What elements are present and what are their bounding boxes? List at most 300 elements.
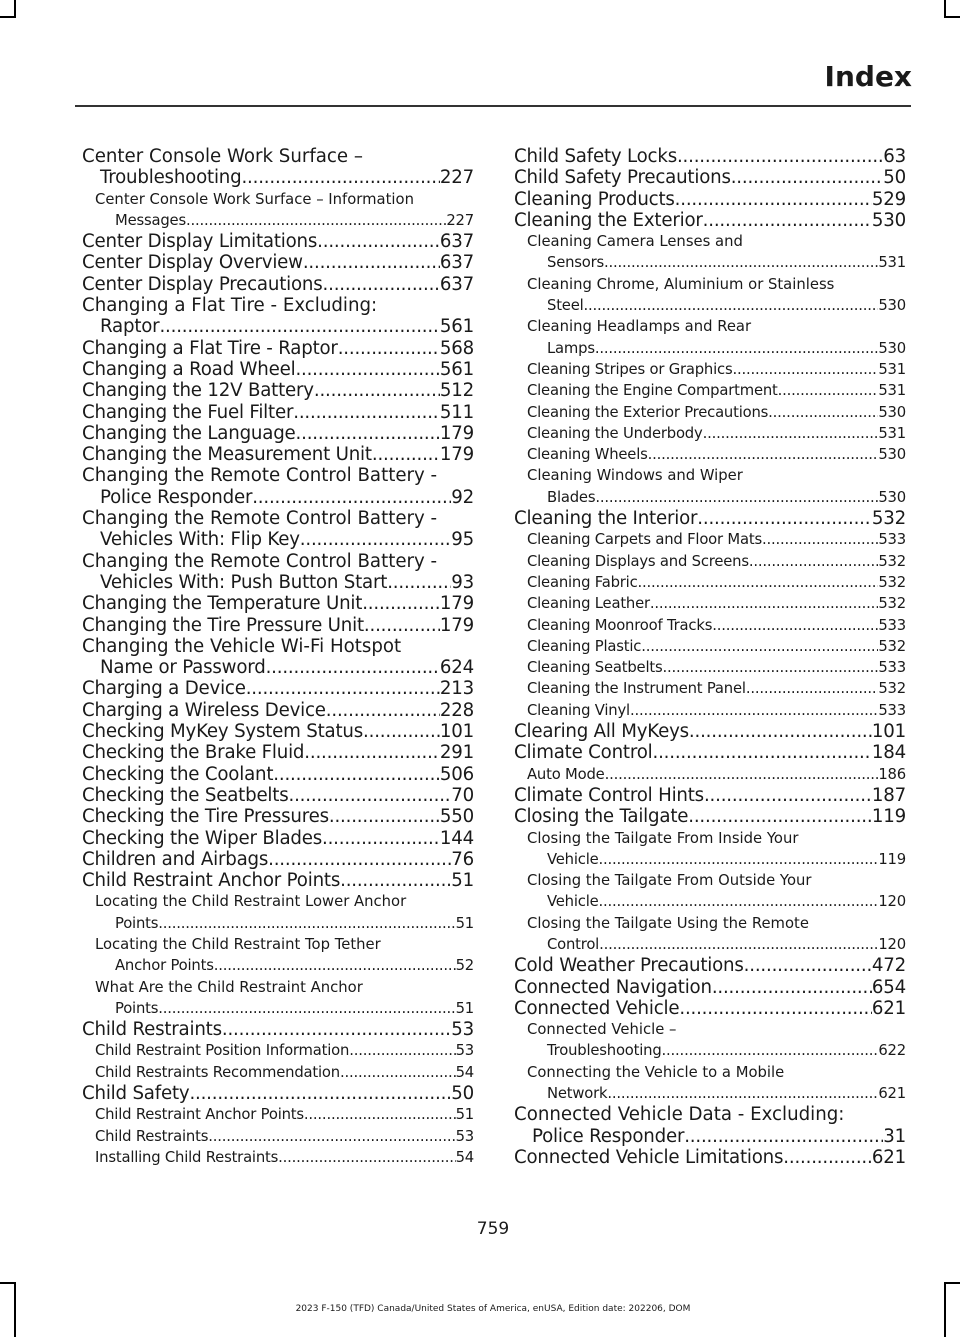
entry-title: Cleaning Stripes or Graphics: [527, 360, 733, 378]
dot-leader: [387, 572, 451, 593]
dot-leader: [744, 955, 872, 976]
crop-mark: [944, 1282, 960, 1284]
dot-leader: [599, 934, 878, 955]
page-reference: 621: [871, 997, 906, 1019]
index-subentry: [514, 402, 906, 423]
dot-leader: [300, 529, 451, 550]
index-entry: [82, 1019, 474, 1040]
page-reference: 50: [451, 1083, 474, 1105]
entry-title: Lamps: [547, 339, 595, 357]
entry-title: Cold Weather Precautions: [514, 955, 744, 977]
page-reference: 93: [451, 571, 474, 593]
entry-title: Cleaning Products: [514, 188, 675, 210]
entry-title: Changing the 12V Battery: [82, 380, 314, 402]
page-number: 759: [476, 1219, 510, 1239]
dot-leader: [340, 1062, 456, 1083]
dot-leader: [241, 167, 439, 188]
entry-title: Steel: [547, 297, 584, 315]
entry-title: Climate Control Hints: [514, 784, 704, 806]
index-entry: [514, 189, 906, 210]
index-subentry: [514, 316, 906, 359]
page-reference: 529: [871, 188, 906, 210]
dot-leader: [295, 359, 439, 380]
entry-title: Changing the Measurement Unit: [82, 444, 372, 466]
entry-title: Closing the Tailgate: [514, 806, 689, 828]
entry-title: Child Restraint Anchor Points: [95, 1106, 304, 1124]
page-reference: 532: [878, 680, 906, 698]
page-reference: 637: [439, 273, 474, 295]
dot-leader: [266, 657, 440, 678]
entry-title: Connected Navigation: [514, 976, 712, 998]
dot-leader: [186, 210, 446, 231]
index-entry: [82, 764, 474, 785]
index-subentry: [82, 977, 474, 1020]
index-subentry: [514, 636, 906, 657]
entry-title: Cleaning Carpets and Floor Mats: [527, 531, 762, 549]
dot-leader: [689, 721, 872, 742]
dot-leader: [607, 1083, 878, 1104]
entry-title: Auto Mode: [527, 765, 605, 783]
index-entry: [82, 806, 474, 827]
dot-leader: [704, 785, 872, 806]
entry-title: Cleaning the Engine Compartment: [527, 382, 778, 400]
index-entry: [82, 295, 474, 338]
page-reference: 179: [439, 614, 474, 636]
entry-title: Cleaning Vinyl: [527, 701, 630, 719]
entry-title: Cleaning Fabric: [527, 573, 638, 591]
entry-title: Child Restraints Recommendation: [95, 1063, 340, 1081]
entry-title: Climate Control: [514, 742, 653, 764]
index-subentry: [82, 934, 474, 977]
dot-leader: [364, 615, 440, 636]
index-entry: [82, 1083, 474, 1104]
index-subentry: [514, 551, 906, 572]
entry-title: Checking MyKey System Status: [82, 721, 364, 743]
dot-leader: [599, 849, 879, 870]
index-entry: [82, 274, 474, 295]
index-subentry: [82, 1147, 474, 1168]
crop-mark: [0, 16, 16, 18]
dot-leader: [362, 593, 440, 614]
page-reference: 70: [451, 784, 474, 806]
dot-leader: [584, 295, 879, 316]
index-subentry: [514, 615, 906, 636]
entry-title: Connected Vehicle Data - Excluding:: [514, 1104, 845, 1126]
entry-title: Locating the Child Restraint Top Tether: [95, 935, 381, 953]
index-subentry: [82, 1126, 474, 1147]
dot-leader: [662, 1040, 879, 1061]
dot-leader: [650, 593, 878, 614]
entry-title: Cleaning Plastic: [527, 637, 642, 655]
dot-leader: [731, 167, 884, 188]
index-column-right: [514, 146, 906, 1168]
page-reference: 228: [439, 699, 474, 721]
entry-title: Center Display Limitations: [82, 231, 318, 253]
index-subentry: [514, 1019, 906, 1062]
page-reference: 622: [878, 1042, 906, 1060]
page-reference: 52: [455, 957, 474, 975]
index-entry: [82, 423, 474, 444]
dot-leader: [208, 1126, 455, 1147]
page-reference: 621: [871, 1146, 906, 1168]
page-reference: 511: [439, 401, 474, 423]
entry-title: Connected Vehicle Limitations: [514, 1146, 784, 1168]
index-entry: [82, 508, 474, 551]
entry-title: Closing the Tailgate From Inside Your: [527, 829, 799, 847]
index-subentry: [514, 700, 906, 721]
entry-title: Checking the Seatbelts: [82, 784, 289, 806]
entry-title: Center Display Overview: [82, 252, 303, 274]
index-entry: [82, 252, 474, 273]
entry-title: Name or Password: [100, 657, 266, 679]
index-entry: [82, 146, 474, 189]
page-reference: 54: [455, 1148, 474, 1166]
index-entry: [82, 593, 474, 614]
entry-title: Cleaning Windows and Wiper: [527, 467, 743, 485]
index-subentry: [514, 231, 906, 274]
dot-leader: [749, 551, 878, 572]
page-reference: 561: [439, 358, 474, 380]
page-reference: 532: [878, 637, 906, 655]
page-reference: 92: [451, 486, 474, 508]
dot-leader: [648, 444, 879, 465]
entry-title: Changing the Vehicle Wi-Fi Hotspot: [82, 635, 402, 657]
crop-mark: [0, 1282, 16, 1284]
entry-title: Changing the Remote Control Battery -: [82, 465, 438, 487]
entry-title: Changing the Tire Pressure Unit: [82, 614, 364, 636]
dot-leader: [340, 870, 451, 891]
index-entry: [514, 1104, 906, 1147]
index-subentry: [82, 891, 474, 934]
entry-title: Checking the Brake Fluid: [82, 742, 305, 764]
entry-title: Changing a Flat Tire - Raptor: [82, 337, 338, 359]
page-reference: 184: [871, 742, 906, 764]
dot-leader: [599, 891, 879, 912]
index-entry: [82, 742, 474, 763]
index-subentry: [514, 828, 906, 871]
edition-footer: 2023 F-150 (TFD) Canada/United States of America, enUSA, Edition date: 202206, DOM: [295, 1304, 691, 1314]
page-reference: 530: [878, 488, 906, 506]
index-subentry: [514, 359, 906, 380]
dot-leader: [317, 231, 440, 252]
entry-title: Center Display Precautions: [82, 273, 323, 295]
page-reference: 213: [439, 678, 474, 700]
page-reference: 531: [878, 382, 906, 400]
page-reference: 532: [878, 552, 906, 570]
page-reference: 531: [878, 254, 906, 272]
index-entry: [82, 615, 474, 636]
entry-title: Checking the Tire Pressures: [82, 806, 329, 828]
page-reference: 186: [878, 765, 906, 783]
dot-leader: [246, 678, 440, 699]
entry-title: Points: [115, 999, 159, 1017]
index-entry: [82, 231, 474, 252]
dot-leader: [322, 828, 440, 849]
dot-leader: [158, 998, 455, 1019]
dot-leader: [641, 636, 878, 657]
page-reference: 530: [878, 339, 906, 357]
index-subentry: [514, 423, 906, 444]
page-reference: 472: [871, 955, 906, 977]
dot-leader: [712, 977, 872, 998]
index-subentry: [82, 1062, 474, 1083]
entry-title: Child Restraint Anchor Points: [82, 870, 341, 892]
page-reference: 530: [878, 297, 906, 315]
page-reference: 179: [439, 593, 474, 615]
dot-leader: [278, 1147, 455, 1168]
page-reference: 531: [878, 424, 906, 442]
entry-title: Changing the Temperature Unit: [82, 593, 363, 615]
page-reference: 550: [439, 806, 474, 828]
dot-leader: [323, 274, 440, 295]
dot-leader: [314, 380, 440, 401]
page-reference: 531: [878, 360, 906, 378]
entry-title: Cleaning the Interior: [514, 508, 698, 530]
header-divider: [75, 105, 911, 107]
dot-leader: [762, 529, 878, 550]
entry-title: Changing the Fuel Filter: [82, 401, 294, 423]
entry-title: Installing Child Restraints: [95, 1148, 279, 1166]
index-entry: [82, 636, 474, 679]
dot-leader: [703, 423, 879, 444]
dot-leader: [214, 955, 456, 976]
page-reference: 530: [871, 209, 906, 231]
page-reference: 120: [878, 893, 906, 911]
index-column-left: [82, 146, 474, 1168]
dot-leader: [712, 615, 878, 636]
entry-title: Cleaning Headlamps and Rear: [527, 318, 752, 336]
dot-leader: [329, 806, 440, 827]
index-subentry: [514, 380, 906, 401]
entry-title: Children and Airbags: [82, 848, 269, 870]
dot-leader: [595, 338, 879, 359]
entry-title: Child Restraint Position Information: [95, 1042, 350, 1060]
entry-title: Messages: [115, 211, 186, 229]
index-entry: [514, 721, 906, 742]
entry-title: Changing the Remote Control Battery -: [82, 550, 438, 572]
entry-title: Cleaning Leather: [527, 595, 650, 613]
index-entry: [514, 146, 906, 167]
page-reference: 51: [451, 870, 474, 892]
dot-leader: [304, 742, 440, 763]
entry-title: Cleaning the Instrument Panel: [527, 680, 746, 698]
index-subentry: [514, 657, 906, 678]
entry-title: Changing the Remote Control Battery -: [82, 508, 438, 530]
page-reference: 637: [439, 252, 474, 274]
page-reference: 533: [878, 616, 906, 634]
entry-title: Center Console Work Surface –: [82, 146, 363, 167]
dot-leader: [783, 1147, 872, 1168]
index-entry: [82, 444, 474, 465]
entry-title: Checking the Wiper Blades: [82, 827, 322, 849]
entry-title: Control: [547, 935, 600, 953]
dot-leader: [159, 316, 439, 337]
dot-leader: [363, 721, 440, 742]
dot-leader: [189, 1083, 451, 1104]
dot-leader: [303, 252, 440, 273]
page-reference: 227: [446, 211, 474, 229]
index-entry: [514, 806, 906, 827]
index-entry: [514, 977, 906, 998]
dot-leader: [293, 402, 440, 423]
page-reference: 532: [878, 595, 906, 613]
dot-leader: [372, 444, 440, 465]
dot-leader: [703, 210, 872, 231]
index-subentry: [514, 764, 906, 785]
crop-mark: [944, 16, 960, 18]
dot-leader: [679, 998, 872, 1019]
index-entry: [82, 465, 474, 508]
dot-leader: [684, 1126, 883, 1147]
page-reference: 101: [439, 721, 474, 743]
entry-title: Charging a Wireless Device: [82, 699, 326, 721]
index-entry: [82, 678, 474, 699]
entry-title: Closing the Tailgate From Outside Your: [527, 872, 812, 890]
index-entry: [82, 359, 474, 380]
page-reference: 621: [878, 1085, 906, 1103]
index-entry: [514, 955, 906, 976]
dot-leader: [732, 359, 878, 380]
entry-title: Troubleshooting: [100, 167, 242, 189]
page-reference: 63: [883, 146, 906, 167]
dot-leader: [222, 1019, 451, 1040]
index-entry: [514, 1147, 906, 1168]
page-reference: 101: [871, 721, 906, 743]
entry-title: Police Responder: [532, 1125, 685, 1147]
entry-title: Vehicle: [547, 850, 599, 868]
page-reference: 51: [455, 999, 474, 1017]
entry-title: Anchor Points: [115, 957, 214, 975]
entry-title: Connected Vehicle –: [527, 1021, 677, 1039]
entry-title: Cleaning Moonroof Tracks: [527, 616, 713, 634]
page-reference: 568: [439, 337, 474, 359]
entry-title: What Are the Child Restraint Anchor: [95, 978, 363, 996]
entry-title: Vehicle: [547, 893, 599, 911]
dot-leader: [746, 678, 879, 699]
index-entry: [82, 785, 474, 806]
index-subentry: [514, 444, 906, 465]
entry-title: Connecting the Vehicle to a Mobile: [527, 1063, 785, 1081]
page-reference: 119: [878, 850, 906, 868]
index-subentry: [514, 678, 906, 699]
entry-title: Charging a Device: [82, 678, 246, 700]
dot-leader: [326, 700, 440, 721]
index-subentry: [514, 1062, 906, 1105]
dot-leader: [304, 1104, 456, 1125]
page-reference: 53: [455, 1042, 474, 1060]
entry-title: Child Safety: [82, 1083, 190, 1105]
page-reference: 120: [878, 935, 906, 953]
page-title: Index: [824, 60, 912, 93]
page-reference: 53: [451, 1019, 474, 1041]
page-reference: 51: [455, 1106, 474, 1124]
dot-leader: [252, 487, 451, 508]
dot-leader: [595, 487, 878, 508]
dot-leader: [768, 402, 878, 423]
page-reference: 512: [439, 380, 474, 402]
page-reference: 654: [871, 976, 906, 998]
index-entry: [82, 700, 474, 721]
index-entry: [82, 402, 474, 423]
index-subentry: [514, 572, 906, 593]
index-subentry: [82, 1104, 474, 1125]
entry-title: Changing the Language: [82, 422, 296, 444]
entry-title: Sensors: [547, 254, 605, 272]
entry-title: Closing the Tailgate Using the Remote: [527, 914, 809, 932]
index-subentry: [514, 274, 906, 317]
index-entry: [82, 849, 474, 870]
entry-title: Locating the Child Restraint Lower Anchor: [95, 893, 407, 911]
index-entry: [82, 551, 474, 594]
page-reference: 533: [878, 701, 906, 719]
entry-title: Cleaning the Exterior Precautions: [527, 403, 769, 421]
page-reference: 506: [439, 763, 474, 785]
dot-leader: [273, 764, 440, 785]
dot-leader: [675, 189, 872, 210]
index-entry: [82, 380, 474, 401]
dot-leader: [296, 423, 440, 444]
dot-leader: [662, 657, 878, 678]
index-subentry: [82, 1040, 474, 1061]
index-subentry: [514, 465, 906, 508]
page-reference: 179: [439, 422, 474, 444]
index-subentry: [514, 870, 906, 913]
index-entry: [514, 785, 906, 806]
page-reference: 119: [871, 806, 906, 828]
entry-title: Cleaning Wheels: [527, 446, 648, 464]
entry-title: Clearing All MyKeys: [514, 721, 689, 743]
entry-title: Troubleshooting: [547, 1042, 662, 1060]
index-entry: [82, 338, 474, 359]
entry-title: Cleaning the Underbody: [527, 424, 703, 442]
index-subentry: [82, 189, 474, 232]
entry-title: Points: [115, 914, 159, 932]
page-reference: 187: [871, 784, 906, 806]
dot-leader: [158, 913, 455, 934]
page-reference: 53: [455, 1127, 474, 1145]
dot-leader: [289, 785, 452, 806]
entry-title: Cleaning Displays and Screens: [527, 552, 749, 570]
page-reference: 532: [878, 573, 906, 591]
dot-leader: [268, 849, 451, 870]
entry-title: Cleaning the Exterior: [514, 209, 703, 231]
entry-title: Police Responder: [100, 486, 253, 508]
entry-title: Raptor: [100, 316, 160, 338]
index-entry: [82, 870, 474, 891]
page-reference: 144: [439, 827, 474, 849]
entry-title: Cleaning Camera Lenses and: [527, 233, 743, 251]
dot-leader: [677, 146, 883, 167]
entry-title: Cleaning Chrome, Aluminium or Stainless: [527, 275, 835, 293]
index-subentry: [514, 593, 906, 614]
dot-leader: [653, 742, 872, 763]
page-reference: 624: [439, 657, 474, 679]
page-reference: 530: [878, 403, 906, 421]
page-reference: 51: [455, 914, 474, 932]
dot-leader: [349, 1040, 455, 1061]
page-reference: 532: [871, 508, 906, 530]
page-reference: 561: [439, 316, 474, 338]
entry-title: Child Restraints: [95, 1127, 209, 1145]
index-entry: [82, 721, 474, 742]
entry-title: Child Safety Locks: [514, 146, 677, 167]
index-entry: [514, 742, 906, 763]
index-entry: [514, 998, 906, 1019]
page-reference: 227: [439, 167, 474, 189]
page-reference: 31: [883, 1125, 906, 1147]
entry-title: Vehicles With: Flip Key: [100, 529, 300, 551]
dot-leader: [605, 764, 879, 785]
